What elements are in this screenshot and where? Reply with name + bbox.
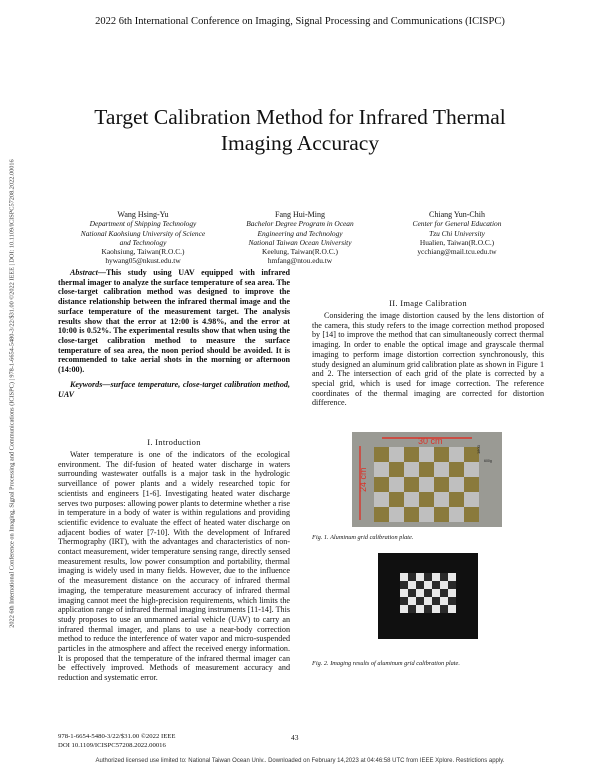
abstract-text: —This study using UAV equipped with infrared thermal imager to analyze the surface temperature of sea area. The close-target calibration method was designed to improve the distance relationship between the infrared thermal image and the surface temperature of the measurement target. The analysis results show that the error at 12:00 is 4.98%, and the error at 10:00 is 0.52%. The experimental results show that when using the close-target calibration method to measure the surface temperature of sea area, the noon period should be avoided. It is recommended to take aerial shots in the morning or afternoon (14:00). xyxy=(58,268,290,375)
calibration-grid-cell xyxy=(374,462,389,477)
thermal-grid-cell xyxy=(400,573,408,581)
author-block-3 xyxy=(372,210,542,256)
author-block-1 xyxy=(58,210,228,266)
section-heading-image-calibration: II. Image Calibration xyxy=(389,298,467,308)
calibration-grid-cell xyxy=(434,462,449,477)
figure-1-height-label: 24 cm xyxy=(358,467,368,492)
author-email: hywang05@nkust.edu.tw xyxy=(105,256,181,266)
thermal-grid-cell xyxy=(424,605,432,613)
author-name: Fang Hui-Ming xyxy=(275,210,325,219)
author-email: hmfang@ntou.edu.tw xyxy=(267,256,333,266)
calibration-grid-cell xyxy=(464,507,479,522)
figure-1-tag: 600g xyxy=(484,459,492,463)
author-city: Keelung, Taiwan(R.O.C.) xyxy=(262,247,338,257)
calibration-grid-cell xyxy=(374,447,389,462)
calibration-grid-cell xyxy=(434,492,449,507)
thermal-grid-cell xyxy=(400,605,408,613)
thermal-grid-cell xyxy=(440,589,448,597)
section-heading-introduction: I. Introduction xyxy=(147,437,201,447)
author-city: Kaohsiung, Taiwan(R.O.C.) xyxy=(101,247,185,257)
author-affiliation: National Kaohsiung University of Science xyxy=(80,228,206,238)
figure-2-thermal-image xyxy=(378,553,478,639)
calibration-grid-cell xyxy=(464,477,479,492)
author-affiliation: Engineering and Technology xyxy=(257,228,343,238)
thermal-grid-cell xyxy=(448,573,456,581)
thermal-grid-cell xyxy=(432,597,440,605)
thermal-grid-cell xyxy=(440,581,448,589)
calibration-grid-cell xyxy=(404,447,419,462)
thermal-grid-cell xyxy=(424,573,432,581)
calibration-grid-cell xyxy=(419,477,434,492)
calibration-grid-cell xyxy=(419,447,434,462)
title-line-2: Imaging Accuracy xyxy=(220,131,380,155)
calibration-grid-cell xyxy=(464,492,479,507)
calibration-grid-cell xyxy=(449,492,464,507)
thermal-grid-cell xyxy=(424,581,432,589)
figure-1-width-label: 30 cm xyxy=(418,436,443,446)
thermal-grid-cell xyxy=(408,581,416,589)
calibration-grid-cell xyxy=(464,462,479,477)
calibration-grid-cell xyxy=(434,507,449,522)
thermal-grid-cell xyxy=(416,573,424,581)
calibration-grid-cell xyxy=(419,492,434,507)
doi-sidebar: 2022 6th International Conference on Imaging, Signal Processing and Communications (ICISPC) | 978-1-6654-5480-3/22/$31.00 ©2022 IEEE | DOI: 10.1109/ICISPC57208.2022.00016 xyxy=(8,159,16,628)
author-name: Chiang Yun-Chih xyxy=(429,210,485,219)
thermal-grid-cell xyxy=(448,605,456,613)
author-affiliation: Department of Shipping Technology xyxy=(89,219,197,229)
thermal-grid-cell xyxy=(400,581,408,589)
calibration-grid-cell xyxy=(389,462,404,477)
calibration-grid-cell xyxy=(449,447,464,462)
calibration-grid-cell xyxy=(419,507,434,522)
thermal-grid-cell xyxy=(416,581,424,589)
calibration-grid-cell xyxy=(389,447,404,462)
author-affiliation: National Taiwan Ocean University xyxy=(248,237,352,247)
license-footer: Authorized licensed use limited to: National Taiwan Ocean Univ.. Downloaded on February 14,2023 at 04:46:58 UTC from IEEE Xplore. Restrictions apply. xyxy=(95,758,505,764)
conference-header: 2022 6th International Conference on Imaging, Signal Processing and Communications (ICISPC) xyxy=(95,16,505,27)
calibration-grid-cell xyxy=(374,477,389,492)
calibration-grid-cell xyxy=(419,462,434,477)
calibration-paragraph: Considering the image distortion caused by the lens distortion of the camera, this study refers to the image correction method proposed by [14] to improve the method that can simultaneously correct thermal imaging. In order to enable the optical image and grayscale thermal imaging to perform image distortion correction synchronously, this study designed an aluminum grid calibration plate as shown in Figure 1 and 2. The intersection of each grid of the plate is corrected by a special grid, which is used for image correction. The reference coordinates of the thermal imaging are corrected for distortion difference. xyxy=(312,311,544,408)
introduction-paragraph: Water temperature is one of the indicators of the ecological environment. The dif-fusion of heated water discharge in waters surrounding wastewater outfalls is a major task in the hydrologic surveillance of power plants and a widely researched topic for scientists and engineers [1-6]. Investigating heated water discharge serves two purposes: allowing power plants to determine whether a rise in temperature in a body of water is within regulations and providing scientific evidence to evaluate the effect of heated water discharge on adjacent bodies of water [7-10]. With the development of Infrared Thermography (IRT), with the advantages and characteristics of non-contact measurement, wider temperature sensing range, directly sensed measurement results, low power consumption and portability, thermal imaging is widely used in many fields. However, due to the influence of the measurement distance on the accuracy of infrared thermal imaging, the temperature measurement accuracy of infrared thermal imaging cannot meet the high-precision requirements, which limits the application range of infrared thermal imaging instruments [11-14]. This study proposes to use an unmanned aerial vehicle (UAV) to carry an infrared thermal imager, and plans to use a near-body correction method to reduce the interference of water vapor and micro-suspended particles in the atmosphere and affect the received energy information. It is proposed that the temperature of the infrared thermal imager can be effectively improved. Methods of measurement accuracy and reduction and systematic error. xyxy=(58,450,290,683)
thermal-grid-cell xyxy=(416,605,424,613)
abstract-lead: Abstract xyxy=(70,268,98,277)
introduction-body xyxy=(58,450,290,683)
author-city: Hualien, Taiwan(R.O.C.) xyxy=(419,237,495,247)
abstract xyxy=(58,268,290,375)
calibration-grid-cell xyxy=(434,447,449,462)
thermal-grid-cell xyxy=(440,605,448,613)
thermal-grid-cell xyxy=(408,597,416,605)
thermal-grid-cell xyxy=(448,589,456,597)
figure-1-calibration-plate-photo xyxy=(352,432,502,527)
thermal-grid-cell xyxy=(432,581,440,589)
thermal-grid-cell xyxy=(440,573,448,581)
paper-title xyxy=(40,104,560,156)
figure-1-tag: 1800 xyxy=(476,445,481,454)
page-number: 43 xyxy=(291,733,299,742)
thermal-grid-cell xyxy=(400,597,408,605)
calibration-grid-cell xyxy=(389,492,404,507)
thermal-grid-cell xyxy=(440,597,448,605)
author-affiliation: Tzu Chi University xyxy=(429,228,485,238)
thermal-grid-cell xyxy=(408,589,416,597)
isbn-footer xyxy=(58,733,175,750)
calibration-grid-cell xyxy=(434,477,449,492)
author-affiliation: Bachelor Degree Program in Ocean xyxy=(246,219,354,229)
author-block-2 xyxy=(215,210,385,266)
calibration-grid-cell xyxy=(449,462,464,477)
calibration-grid-cell xyxy=(449,477,464,492)
calibration-grid-cell xyxy=(374,507,389,522)
keywords xyxy=(58,380,290,399)
calibration-grid-cell xyxy=(404,507,419,522)
calibration-grid-cell xyxy=(449,507,464,522)
calibration-grid-cell xyxy=(404,492,419,507)
thermal-grid-cell xyxy=(416,589,424,597)
thermal-grid-cell xyxy=(408,573,416,581)
thermal-grid-cell xyxy=(448,597,456,605)
author-affiliation: and Technology xyxy=(119,237,167,247)
thermal-grid-cell xyxy=(432,573,440,581)
doi-line: DOI 10.1109/ICISPC57208.2022.00016 xyxy=(58,741,166,749)
author-name: Wang Hsing-Yu xyxy=(117,210,169,219)
thermal-grid-cell xyxy=(448,581,456,589)
keywords-text: Keywords—surface temperature, close-target calibration method, UAV xyxy=(58,380,290,399)
thermal-grid-cell xyxy=(424,589,432,597)
calibration-grid-cell xyxy=(389,507,404,522)
calibration-grid-cell xyxy=(404,477,419,492)
thermal-grid-cell xyxy=(416,597,424,605)
calibration-grid-cell xyxy=(389,477,404,492)
thermal-grid-cell xyxy=(424,597,432,605)
calibration-grid-cell xyxy=(374,492,389,507)
calibration-grid-cell xyxy=(404,462,419,477)
calibration-body xyxy=(312,311,544,408)
thermal-grid-cell xyxy=(400,589,408,597)
figure-1-caption: Fig. 1. Aluminum grid calibration plate. xyxy=(312,534,414,541)
figure-2-caption: Fig. 2. Imaging results of aluminum grid calibration plate. xyxy=(312,660,460,667)
author-email: ycchiang@mail.tcu.edu.tw xyxy=(417,247,497,257)
title-line-1: Target Calibration Method for Infrared Thermal xyxy=(94,105,506,129)
isbn-line: 978-1-6654-5480-3/22/$31.00 ©2022 IEEE xyxy=(58,733,176,740)
thermal-grid-cell xyxy=(408,605,416,613)
thermal-grid-cell xyxy=(432,605,440,613)
author-affiliation: Center for General Education xyxy=(412,219,502,229)
thermal-grid-cell xyxy=(432,589,440,597)
